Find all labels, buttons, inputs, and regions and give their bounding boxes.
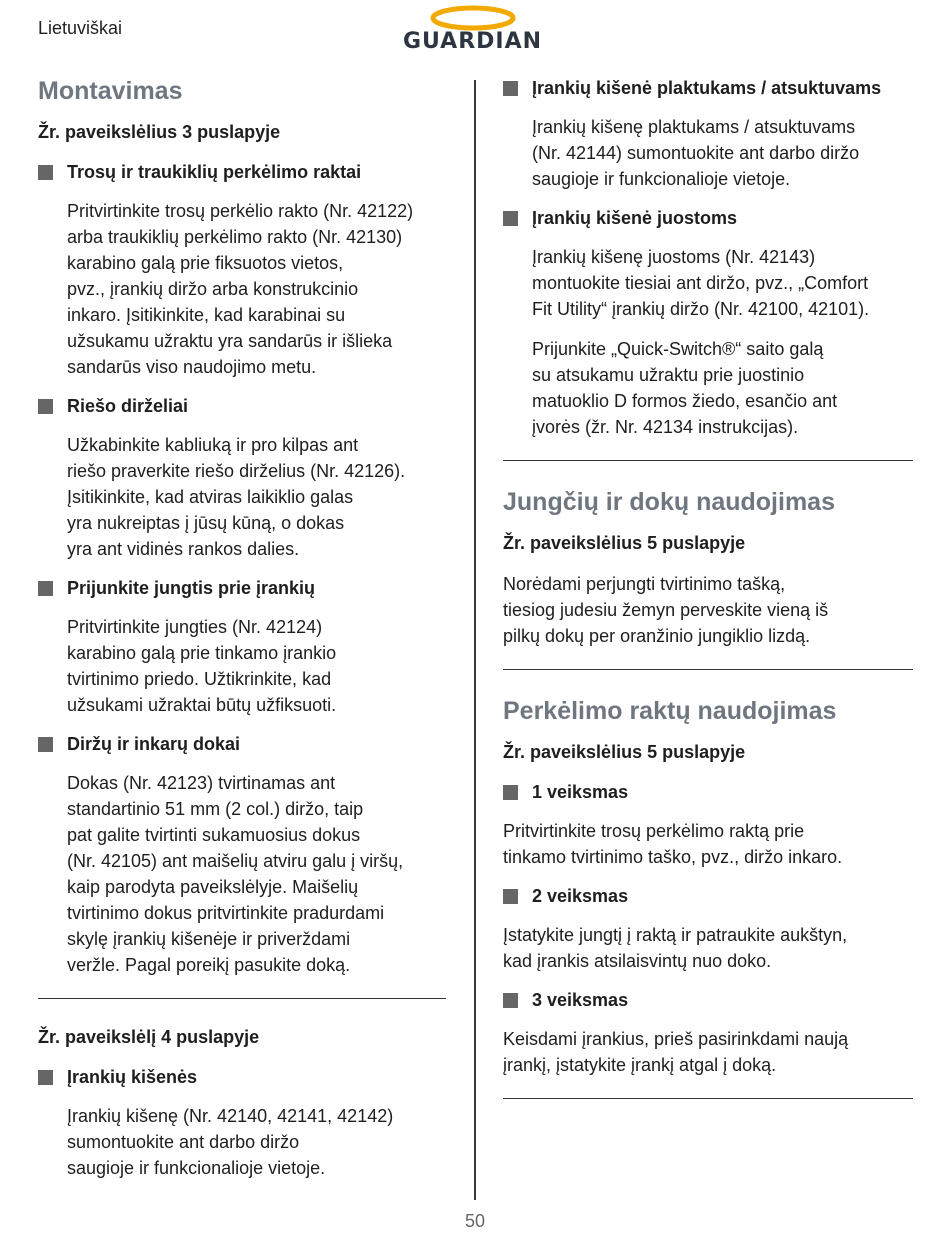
- column-divider: [474, 80, 476, 1200]
- subsection-heading-text: Trosų ir traukiklių perkėlimo raktai: [67, 162, 362, 182]
- square-bullet-icon: [38, 737, 53, 752]
- guardian-logo: [385, 4, 560, 52]
- subsection-heading-text: Įrankių kišenė plaktukams / atsuktuvams: [532, 78, 882, 98]
- subsection-heading-text: Įrankių kišenė juostoms: [532, 208, 738, 228]
- subsection-heading: [38, 160, 446, 184]
- paragraph: Norėdami perjungti tvirtinimo tašką, tiesiog judesiu žemyn perveskite vieną iš pilkų dokų per oranžinio jungiklio lizdą.: [503, 574, 829, 646]
- square-bullet-icon: [503, 993, 518, 1008]
- subsection-heading-text: Diržų ir inkarų dokai: [67, 734, 241, 754]
- paragraph: Dokas (Nr. 42123) tvirtinamas ant standartinio 51 mm (2 col.) diržo, taip pat galite tvirtinti sukamuosius dokus (Nr. 42105) ant maišelių atviru galu į viršų, kaip parodyta paveikslėlyje. Maišelių tvirtinimo dokus pritvirtinkite pradurdami skylę įrankių kišenėje ir priverždami veržle. Pagal poreikį pasukite doką.: [67, 773, 404, 975]
- horizontal-divider: [503, 1098, 913, 1099]
- paragraph: Įstatykite jungtį į raktą ir patraukite aukštyn, kad įrankis atsilaisvintų nuo doko.: [503, 925, 848, 971]
- left-column: [38, 76, 446, 1195]
- subsection-heading: [38, 576, 446, 600]
- section-title-montavimas: Montavimas: [38, 77, 183, 105]
- square-bullet-icon: [503, 785, 518, 800]
- paragraph: Prijunkite „Quick-Switch®“ saito galą su atsukamu užraktu prie juostinio matuoklio D formos žiedo, esančio ant įvorės (žr. Nr. 42134 instrukcijas).: [532, 339, 838, 437]
- language-label: Lietuviškai: [38, 18, 123, 38]
- figure-reference: Žr. paveikslėlius 5 puslapyje: [503, 742, 746, 762]
- logo-swoosh-icon: [429, 4, 517, 32]
- square-bullet-icon: [503, 211, 518, 226]
- step-heading-text: 1 veiksmas: [532, 782, 629, 802]
- paragraph: Keisdami įrankius, prieš pasirinkdami naują įrankį, įstatykite įrankį atgal į doką.: [503, 1029, 849, 1075]
- paragraph: Įrankių kišenę (Nr. 42140, 42141, 42142) sumontuokite ant darbo diržo saugioje ir funkcionalioje vietoje.: [67, 1106, 394, 1178]
- subsection-heading-text: Prijunkite jungtis prie įrankių: [67, 578, 316, 598]
- subsection-heading: [503, 76, 913, 100]
- step-heading: [503, 884, 913, 908]
- square-bullet-icon: [38, 1070, 53, 1085]
- subsection-heading: [38, 1065, 446, 1089]
- figure-reference: Žr. paveikslėlius 5 puslapyje: [503, 533, 746, 553]
- figure-reference: Žr. paveikslėlius 3 puslapyje: [38, 122, 281, 142]
- step-heading: [503, 780, 913, 804]
- square-bullet-icon: [38, 399, 53, 414]
- square-bullet-icon: [38, 165, 53, 180]
- paragraph: Pritvirtinkite trosų perkėlimo raktą prie tinkamo tvirtinimo taško, pvz., diržo inkaro.: [503, 821, 843, 867]
- subsection-heading: [38, 394, 446, 418]
- logo-wordmark: GUARDIAN: [402, 29, 543, 54]
- step-heading-text: 3 veiksmas: [532, 990, 629, 1010]
- subsection-heading: [503, 206, 913, 230]
- subsection-heading-text: Įrankių kišenės: [67, 1067, 198, 1087]
- right-column: [503, 76, 913, 1125]
- horizontal-divider: [503, 460, 913, 461]
- page-number: 50: [464, 1211, 486, 1231]
- paragraph: Įrankių kišenę juostoms (Nr. 42143) montuokite tiesiai ant diržo, pvz., „Comfort Fit Utility“ įrankių diržo (Nr. 42100, 42101).: [532, 247, 870, 319]
- subsection-heading-text: Riešo dirželiai: [67, 396, 189, 416]
- paragraph: Pritvirtinkite jungties (Nr. 42124) karabino galą prie tinkamo įrankio tvirtinimo priedo. Užtikrinkite, kad užsukami užraktai būtų užfiksuoti.: [67, 617, 337, 715]
- section-title-perkelimo: Perkėlimo raktų naudojimas: [503, 697, 837, 725]
- square-bullet-icon: [503, 81, 518, 96]
- figure-reference: Žr. paveikslėlį 4 puslapyje: [38, 1027, 260, 1047]
- section-title-jungciu: Jungčių ir dokų naudojimas: [503, 488, 835, 516]
- square-bullet-icon: [503, 889, 518, 904]
- paragraph: Įrankių kišenę plaktukams / atsuktuvams (Nr. 42144) sumontuokite ant darbo diržo saugioje ir funkcionalioje vietoje.: [532, 117, 860, 189]
- paragraph: Pritvirtinkite trosų perkėlio rakto (Nr. 42122) arba traukiklių perkėlimo rakto (Nr. 42130) karabino galą prie fiksuotos vietos, pvz., įrankių diržo arba konstrukcinio inkaro. Įsitikinkite, kad karabinai su užsukamu užraktu yra sandarūs ir išlieka sandarūs viso naudojimo metu.: [67, 201, 414, 377]
- horizontal-divider: [38, 998, 446, 999]
- horizontal-divider: [503, 669, 913, 670]
- step-heading-text: 2 veiksmas: [532, 886, 629, 906]
- square-bullet-icon: [38, 581, 53, 596]
- subsection-heading: [38, 732, 446, 756]
- paragraph: Užkabinkite kabliuką ir pro kilpas ant riešo praverkite riešo dirželius (Nr. 42126). Įsitikinkite, kad atviras laikiklio galas yra nukreiptas į jūsų kūną, o dokas yra ant vidinės rankos dalies.: [67, 435, 406, 559]
- step-heading: [503, 988, 913, 1012]
